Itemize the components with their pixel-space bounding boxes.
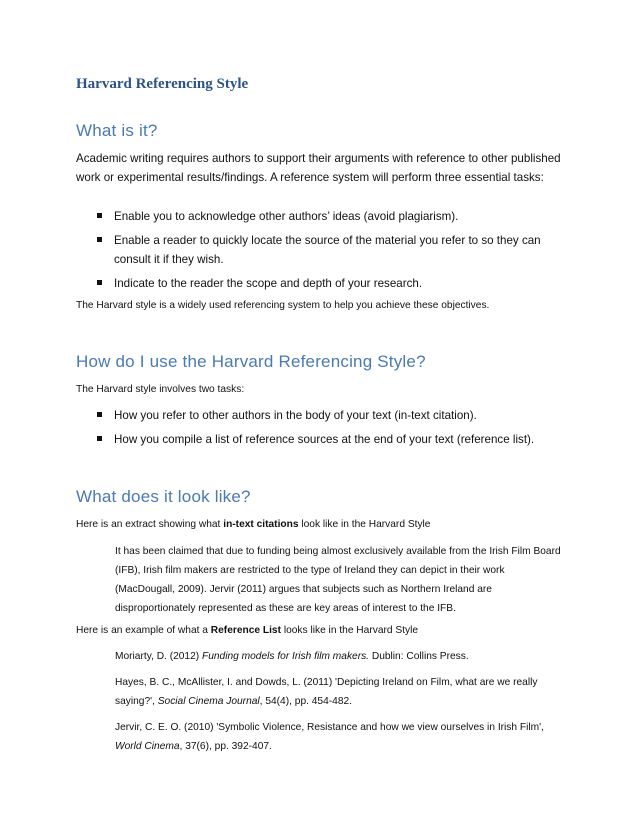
closing-paragraph: The Harvard style is a widely used referencing system to help you achieve these objectives.	[76, 300, 490, 311]
citation-example: It has been claimed that due to funding being almost exclusively available from the Irish Film Board (IFB), Irish film makers are restricted to the type of Ireland they can depict in their work (MacDougall, 2009). Jervir (2011) argues that subjects such as Northern Ireland are disproportionately represented as these are key areas of interest to the IFB.	[115, 546, 561, 614]
heading-how-to-use: How do I use the Harvard Referencing Style?	[76, 352, 426, 371]
heading-what-is-it: What is it?	[76, 121, 158, 140]
list-item: Enable a reader to quickly locate the source of the material you refer to so they can consult it if they wish.	[76, 231, 576, 269]
document-title: Harvard Referencing Style	[76, 76, 249, 92]
list-item: How you compile a list of reference sources at the end of your text (reference list).	[76, 430, 596, 449]
reflist-intro: Here is an example of what a Reference List looks like in the Harvard Style	[76, 625, 419, 636]
heading-what-it-looks-like: What does it look like?	[76, 487, 251, 506]
two-tasks-list	[76, 406, 596, 454]
reference-entry: Moriarty, D. (2012) Funding models for Irish film makers. Dublin: Collins Press.	[115, 651, 469, 662]
two-tasks-paragraph: The Harvard style involves two tasks:	[76, 384, 245, 395]
reference-entry: Jervir, C. E. O. (2010) 'Symbolic Violence, Resistance and how we view ourselves in Irish Film', World Cinema, 37(6), pp. 392-407.	[115, 722, 544, 752]
bullet-icon	[97, 436, 102, 441]
bullet-icon	[97, 412, 102, 417]
list-item: Indicate to the reader the scope and depth of your research.	[76, 274, 576, 293]
list-item: Enable you to acknowledge other authors’ ideas (avoid plagiarism).	[76, 207, 576, 226]
bullet-icon	[97, 237, 102, 242]
bullet-icon	[97, 280, 102, 285]
list-item: How you refer to other authors in the body of your text (in-text citation).	[76, 406, 596, 425]
reference-entry: Hayes, B. C., McAllister, I. and Dowds, L. (2011) 'Depicting Ireland on Film, what are we really saying?', Social Cinema Journal, 54(4), pp. 454-482.	[115, 677, 538, 707]
bullet-icon	[97, 213, 102, 218]
citations-intro: Here is an extract showing what in-text citations look like in the Harvard Style	[76, 519, 431, 530]
intro-paragraph: Academic writing requires authors to support their arguments with reference to other published work or experimental results/findings. A reference system will perform three essential tasks:	[76, 152, 561, 184]
tasks-list	[76, 207, 576, 298]
